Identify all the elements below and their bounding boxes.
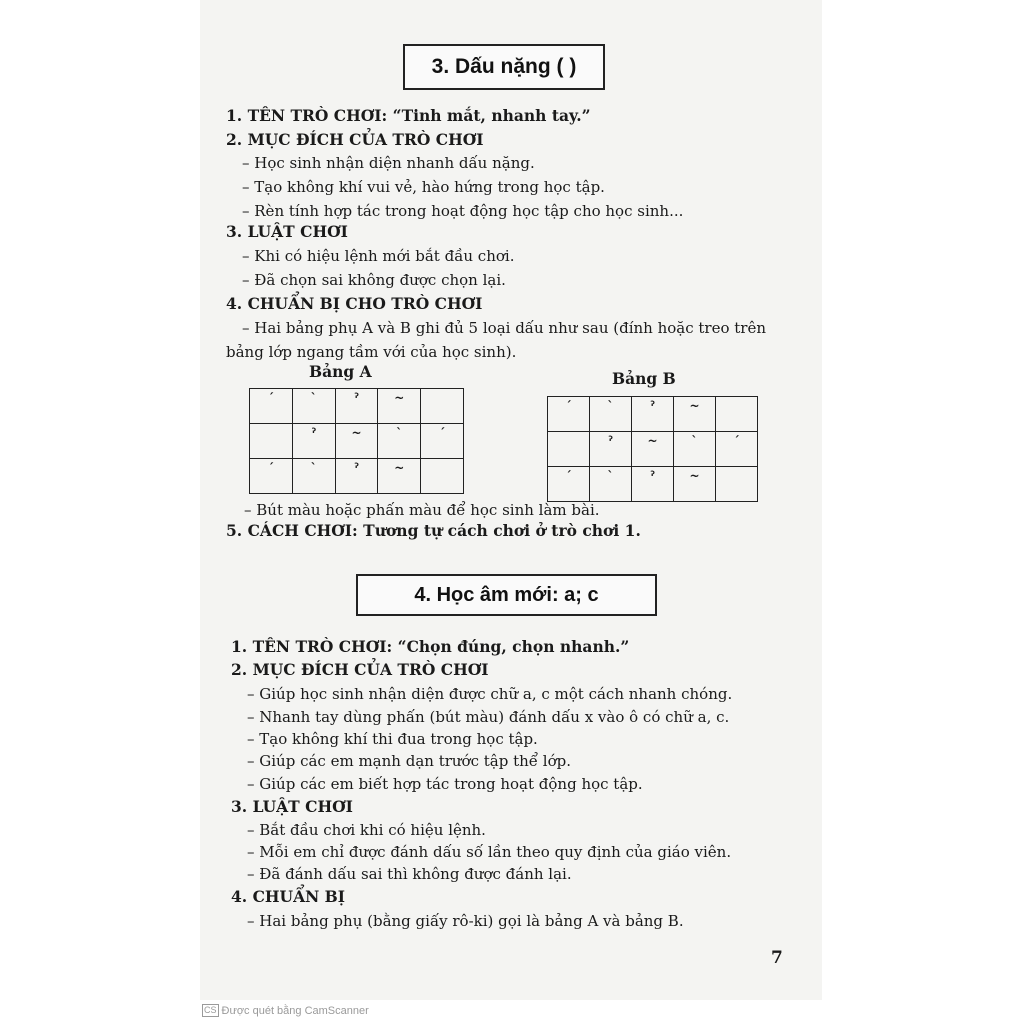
s3-prep-item: – Bút màu hoặc phấn màu để học sinh làm bài. xyxy=(244,501,600,519)
section-4-title: 4. Học âm mới: a; c xyxy=(356,574,657,616)
s3-rule-item: – Đã chọn sai không được chọn lại. xyxy=(242,271,506,289)
s4-purpose-heading: 2. MỤC ĐÍCH CỦA TRÒ CHƠI xyxy=(231,660,489,679)
table-a-cell: ˀ xyxy=(335,389,378,424)
table-b-cell: ˀ xyxy=(632,397,674,432)
table-b-cell xyxy=(716,397,758,432)
s3-howto: 5. CÁCH CHƠI: Tương tự cách chơi ở trò chơi 1. xyxy=(226,521,641,540)
table-b-cell: ˋ xyxy=(674,432,716,467)
table-a-cell xyxy=(421,459,464,494)
table-a-cell: ˀ xyxy=(335,459,378,494)
section-3-title: 3. Dấu nặng ( ) xyxy=(403,44,605,90)
page-number: 7 xyxy=(771,948,783,968)
s3-prep-item-cont: bảng lớp ngang tầm với của học sinh). xyxy=(226,343,517,361)
table-a-cell: ˋ xyxy=(378,424,421,459)
s4-prep-heading: 4. CHUẨN BỊ xyxy=(231,887,346,906)
s3-rules-heading: 3. LUẬT CHƠI xyxy=(226,222,348,241)
table-b-cell: ~ xyxy=(632,432,674,467)
table-b-label: Bảng B xyxy=(612,369,676,388)
s4-rules-heading: 3. LUẬT CHƠI xyxy=(231,797,353,816)
s4-prep-item: – Hai bảng phụ (bằng giấy rô-ki) gọi là bảng A và bảng B. xyxy=(247,912,684,930)
table-b-cell: ˀ xyxy=(632,467,674,502)
s3-purpose-heading: 2. MỤC ĐÍCH CỦA TRÒ CHƠI xyxy=(226,130,484,149)
s3-purpose-item: – Học sinh nhận diện nhanh dấu nặng. xyxy=(242,154,535,172)
table-b-cell: ˀ xyxy=(590,432,632,467)
table-b-cell xyxy=(548,432,590,467)
table-b-cell: ˊ xyxy=(548,397,590,432)
table-a-label: Bảng A xyxy=(309,362,372,381)
table-a-cell: ˀ xyxy=(292,424,335,459)
scanner-watermark xyxy=(202,1004,369,1017)
s4-purpose-item: – Tạo không khí thi đua trong học tập. xyxy=(247,730,538,748)
s3-purpose-item: – Rèn tính hợp tác trong hoạt động học tập cho học sinh... xyxy=(242,202,684,220)
s4-purpose-item: – Nhanh tay dùng phấn (bút màu) đánh dấu x vào ô có chữ a, c. xyxy=(247,708,730,726)
table-b-cell xyxy=(716,467,758,502)
table-a-cell: ˊ xyxy=(250,389,293,424)
table-a-cell: ˊ xyxy=(250,459,293,494)
s4-game-name: 1. TÊN TRÒ CHƠI: “Chọn đúng, chọn nhanh.” xyxy=(231,637,630,656)
s3-prep-heading: 4. CHUẨN BỊ CHO TRÒ CHƠI xyxy=(226,294,483,313)
s4-purpose-item: – Giúp các em mạnh dạn trước tập thể lớp. xyxy=(247,752,571,770)
table-a-cell: ˋ xyxy=(292,459,335,494)
s3-prep-item: – Hai bảng phụ A và B ghi đủ 5 loại dấu như sau (đính hoặc treo trên xyxy=(242,319,767,337)
table-b xyxy=(547,396,758,502)
table-b-cell: ˋ xyxy=(590,467,632,502)
s4-rule-item: – Đã đánh dấu sai thì không được đánh lại. xyxy=(247,865,572,883)
table-a-cell: ˋ xyxy=(292,389,335,424)
table-b-cell: ˊ xyxy=(548,467,590,502)
camscanner-icon: CS xyxy=(204,1005,217,1015)
table-b-cell: ~ xyxy=(674,467,716,502)
table-a-cell: ~ xyxy=(335,424,378,459)
s4-rule-item: – Bắt đầu chơi khi có hiệu lệnh. xyxy=(247,821,486,839)
table-a xyxy=(249,388,464,494)
table-a-cell xyxy=(250,424,293,459)
watermark-text: Được quét bằng CamScanner xyxy=(221,1004,369,1017)
s3-purpose-item: – Tạo không khí vui vẻ, hào hứng trong học tập. xyxy=(242,178,605,196)
s4-rule-item: – Mỗi em chỉ được đánh dấu số lần theo quy định của giáo viên. xyxy=(247,843,732,861)
table-a-cell: ˊ xyxy=(421,424,464,459)
s3-rule-item: – Khi có hiệu lệnh mới bắt đầu chơi. xyxy=(242,247,515,265)
table-b-cell: ~ xyxy=(674,397,716,432)
s3-game-name: 1. TÊN TRÒ CHƠI: “Tinh mắt, nhanh tay.” xyxy=(226,106,591,125)
table-a-cell: ~ xyxy=(378,459,421,494)
table-b-cell: ˋ xyxy=(590,397,632,432)
table-a-cell xyxy=(421,389,464,424)
table-b-cell: ˊ xyxy=(716,432,758,467)
s4-purpose-item: – Giúp học sinh nhận diện được chữ a, c một cách nhanh chóng. xyxy=(247,685,733,703)
s4-purpose-item: – Giúp các em biết hợp tác trong hoạt động học tập. xyxy=(247,775,643,793)
table-a-cell: ~ xyxy=(378,389,421,424)
